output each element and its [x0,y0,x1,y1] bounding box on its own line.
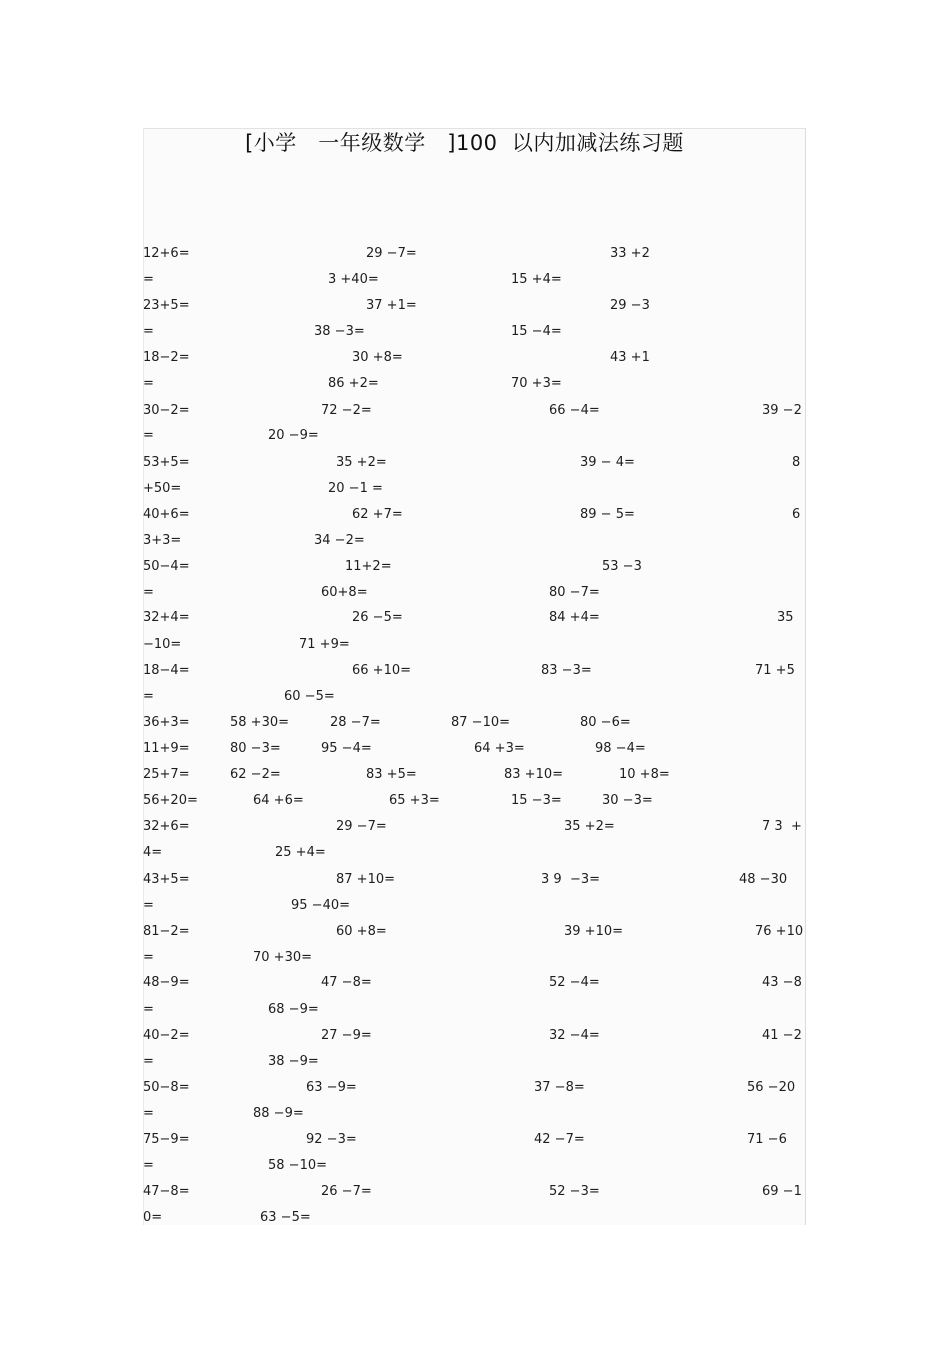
exercise-item: 83 +10= [504,767,564,782]
exercise-item: 81−2= [143,924,190,939]
exercise-item: 52 −3= [549,1184,600,1199]
exercise-item: 52 −4= [549,975,600,990]
exercise-item: 8 [792,455,801,470]
exercise-item: 15 +4= [511,272,562,287]
exercise-item: 87 −10= [451,715,511,730]
exercise-item: 84 +4= [549,610,600,625]
exercise-item: 35 +2= [336,455,387,470]
exercise-item: 63 −9= [306,1080,357,1095]
exercise-item: 43+5= [143,872,190,887]
exercise-item: = [143,272,154,287]
exercise-item: 70 +3= [511,376,562,391]
exercise-item: 38 −3= [314,324,365,339]
exercise-item: 32+6= [143,819,190,834]
exercise-item: 0= [143,1210,163,1225]
exercise-item: 39 −2 [762,403,802,418]
exercise-item: 32 −4= [549,1028,600,1043]
exercise-item: 58 −10= [268,1158,328,1173]
exercise-item: 48−9= [143,975,190,990]
exercise-item: 76 +10 [755,924,804,939]
exercise-item: 29 −7= [336,819,387,834]
exercise-item: 18−4= [143,663,190,678]
exercise-item: 60+8= [321,585,368,600]
exercise-item: 63 −5= [260,1210,311,1225]
exercise-item: 30−2= [143,403,190,418]
exercise-item: = [143,689,154,704]
exercise-item: 38 −9= [268,1054,319,1069]
exercise-item: 43 +1 [610,350,650,365]
exercise-item: 6 [792,507,801,522]
exercise-item: 60 +8= [336,924,387,939]
exercise-item: 37 +1= [366,298,417,313]
exercise-item: 92 −3= [306,1132,357,1147]
exercise-item: 39 +10= [564,924,624,939]
exercise-item: 4= [143,845,163,860]
exercise-item: 15 −4= [511,324,562,339]
exercise-item: 50−4= [143,559,190,574]
exercise-item: 11+9= [143,741,190,756]
exercise-item: 37 −8= [534,1080,585,1095]
exercise-item: 3 9 −3= [541,872,600,887]
exercise-item: = [143,1158,154,1173]
exercise-item: 25+7= [143,767,190,782]
exercise-item: 11+2= [345,559,392,574]
exercise-item: = [143,428,154,443]
exercise-item: 89 − 5= [580,507,635,522]
exercise-item: 80 −3= [230,741,281,756]
exercise-item: 26 −7= [321,1184,372,1199]
exercise-item: 75−9= [143,1132,190,1147]
exercise-item: 42 −7= [534,1132,585,1147]
exercise-item: = [143,950,154,965]
exercise-item: 25 +4= [275,845,326,860]
exercise-item: 72 −2= [321,403,372,418]
exercise-item: 7 3 + [762,819,802,834]
exercise-item: 20 −1 = [328,481,383,496]
exercise-item: 43 −8 [762,975,802,990]
exercise-item: 56 −20 [747,1080,796,1095]
exercise-item: 20 −9= [268,428,319,443]
exercise-item: 28 −7= [330,715,381,730]
exercise-item: 88 −9= [253,1106,304,1121]
exercise-item: 53+5= [143,455,190,470]
exercise-item: 80 −6= [580,715,631,730]
exercise-item: 66 +10= [352,663,412,678]
exercise-item: 34 −2= [314,533,365,548]
exercise-item: 56+20= [143,793,198,808]
exercise-item: 30 −3= [602,793,653,808]
exercise-item: 30 +8= [352,350,403,365]
exercise-item: 71 +5 [755,663,795,678]
exercise-item: +50= [143,481,182,496]
exercise-item: 80 −7= [549,585,600,600]
exercise-item: 26 −5= [352,610,403,625]
exercise-item: 83 −3= [541,663,592,678]
exercise-item: 64 +3= [474,741,525,756]
exercise-item: = [143,324,154,339]
exercise-item: 40−2= [143,1028,190,1043]
exercise-item: 18−2= [143,350,190,365]
exercise-item: 40+6= [143,507,190,522]
exercise-item: 48 −30 [739,872,788,887]
exercise-item: 70 +30= [253,950,313,965]
exercise-item: 41 −2 [762,1028,802,1043]
exercise-item: 62 −2= [230,767,281,782]
exercise-item: 29 −3 [610,298,650,313]
exercise-item: 62 +7= [352,507,403,522]
exercise-item: 60 −5= [284,689,335,704]
exercise-item: 87 +10= [336,872,396,887]
exercise-item: = [143,376,154,391]
exercise-item: 86 +2= [328,376,379,391]
exercise-item: 58 +30= [230,715,290,730]
exercise-item: 83 +5= [366,767,417,782]
exercise-item: −10= [143,637,182,652]
exercise-item: 10 +8= [619,767,670,782]
exercise-item: 27 −9= [321,1028,372,1043]
exercise-item: 95 −4= [321,741,372,756]
exercise-item: 65 +3= [389,793,440,808]
exercise-item: 69 −1 [762,1184,802,1199]
exercise-item: 29 −7= [366,246,417,261]
exercise-item: 3 +40= [328,272,379,287]
exercise-item: 98 −4= [595,741,646,756]
exercise-item: 12+6= [143,246,190,261]
exercise-item: 33 +2 [610,246,650,261]
exercise-item: = [143,1106,154,1121]
exercise-item: 23+5= [143,298,190,313]
exercise-item: 50−8= [143,1080,190,1095]
exercise-item: 15 −3= [511,793,562,808]
exercise-item: 71 −6 [747,1132,787,1147]
exercise-item: = [143,1002,154,1017]
exercise-item: 71 +9= [299,637,350,652]
exercise-item: 66 −4= [549,403,600,418]
exercise-item: 36+3= [143,715,190,730]
exercise-item: 95 −40= [291,898,351,913]
page-title: [小学 一年级数学 ]100 以内加减法练习题 [245,131,684,155]
exercise-item: 35 +2= [564,819,615,834]
exercise-item: 64 +6= [253,793,304,808]
exercise-item: 47 −8= [321,975,372,990]
exercise-item: 32+4= [143,610,190,625]
exercise-item: 47−8= [143,1184,190,1199]
exercise-item: 53 −3 [602,559,642,574]
exercise-item: 39 − 4= [580,455,635,470]
exercise-item: = [143,898,154,913]
exercise-item: = [143,585,154,600]
exercise-item: 68 −9= [268,1002,319,1017]
exercise-item: 35 [777,610,794,625]
exercise-item: 3+3= [143,533,182,548]
worksheet-page [143,128,806,1225]
exercise-item: = [143,1054,154,1069]
